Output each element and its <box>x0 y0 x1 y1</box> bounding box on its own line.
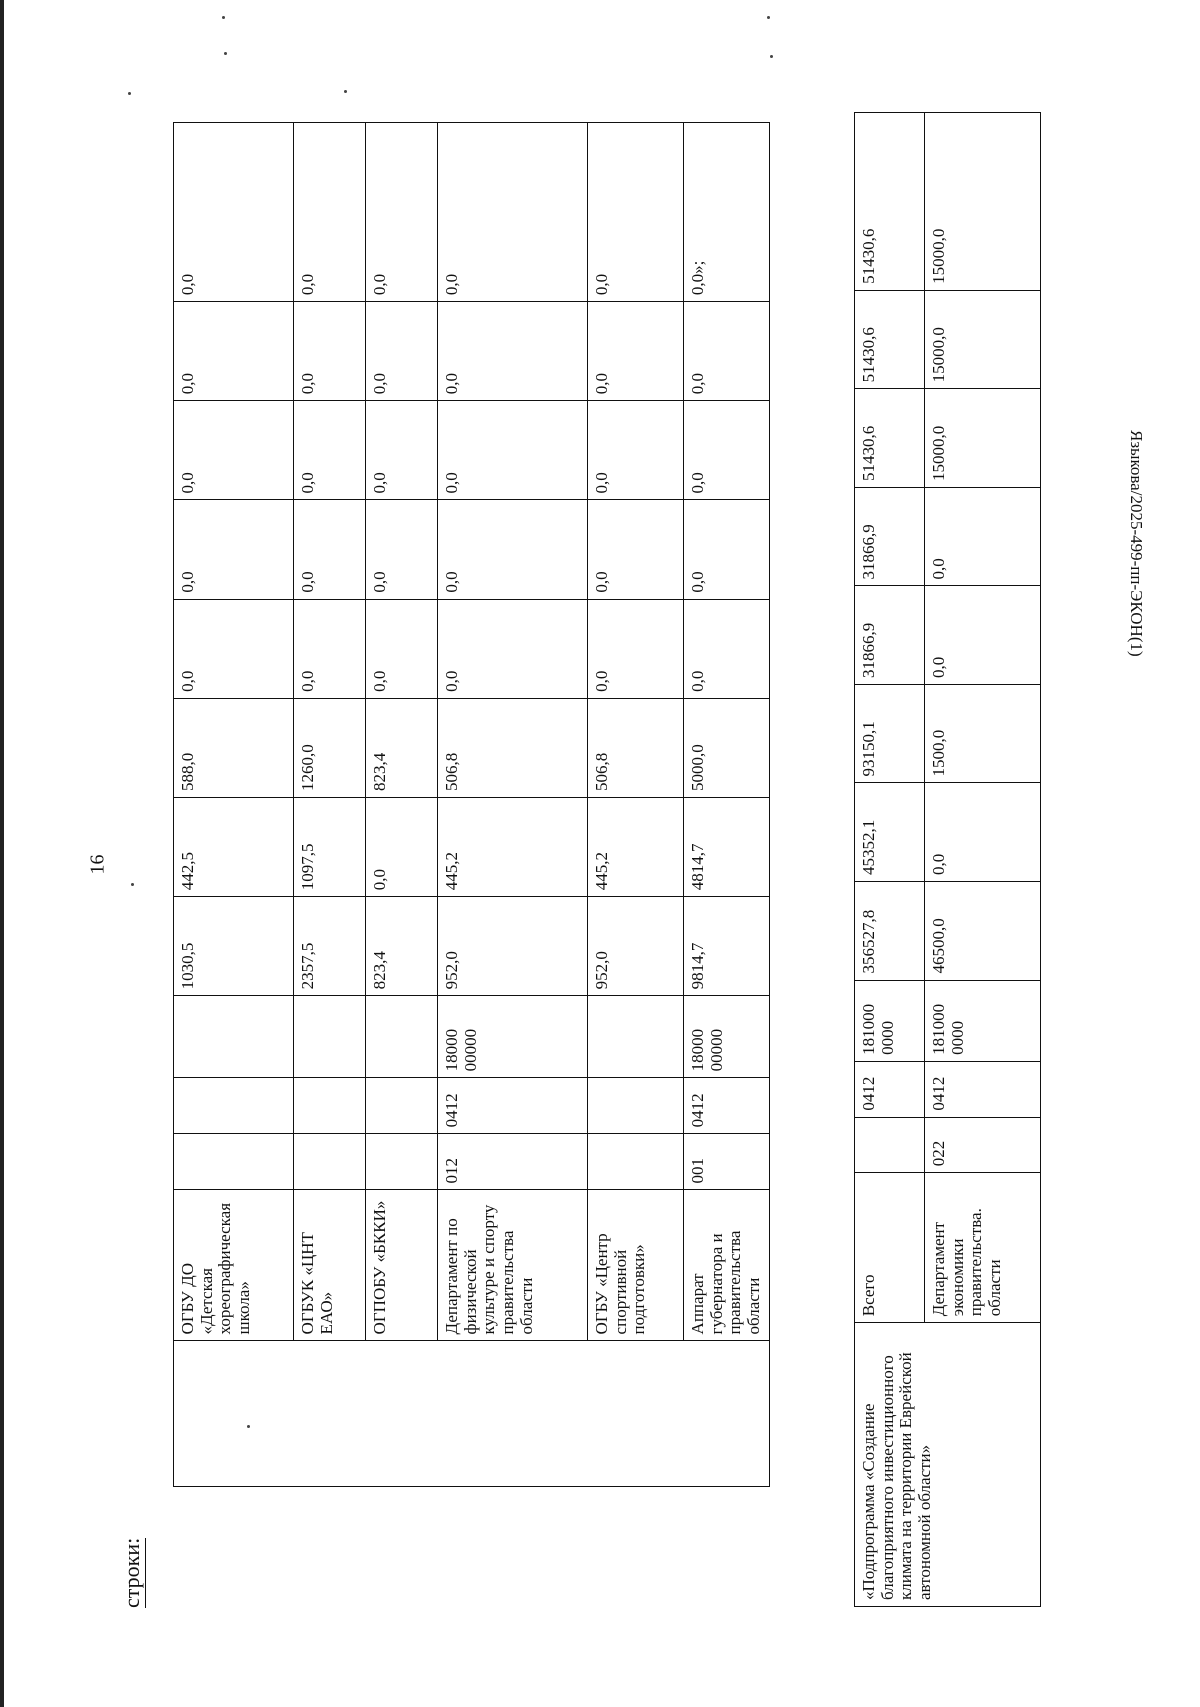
value-cell: 0,0 <box>294 302 366 401</box>
value-cell: 1030,5 <box>174 897 294 996</box>
value-cell: 1097,5 <box>294 798 366 897</box>
cell <box>294 1078 366 1134</box>
cell <box>174 1134 294 1190</box>
value-cell: 15000,0 <box>925 389 1041 488</box>
value-cell: 0,0 <box>366 123 438 302</box>
value-cell: 0,0 <box>588 123 684 302</box>
value-cell: 31866,9 <box>855 487 925 586</box>
row-name: ОГБУ «Центр спортивной подготовки» <box>588 1190 684 1341</box>
value-cell: 15000,0 <box>925 290 1041 389</box>
table-row <box>294 123 366 1487</box>
value-cell: 0,0 <box>174 401 294 500</box>
value-cell: 442,5 <box>174 798 294 897</box>
value-cell: 15000,0 <box>925 113 1041 291</box>
cell <box>366 996 438 1078</box>
value-cell: 0,0 <box>174 599 294 698</box>
cell: 181000 0000 <box>925 980 1041 1061</box>
table-row <box>855 113 925 1607</box>
value-cell: 0,0 <box>588 401 684 500</box>
value-cell: 93150,1 <box>855 684 925 783</box>
value-cell: 5000,0 <box>684 698 770 797</box>
cell: 0412 <box>855 1061 925 1117</box>
value-cell: 0,0 <box>684 599 770 698</box>
cell <box>294 996 366 1078</box>
scan-speck <box>247 1425 250 1428</box>
value-cell: 445,2 <box>588 798 684 897</box>
value-cell: 952,0 <box>588 897 684 996</box>
value-cell: 0,0 <box>438 401 588 500</box>
value-cell: 0,0 <box>438 302 588 401</box>
row-name: ОГБУ ДО «Детская хореографическая школа» <box>174 1190 294 1341</box>
value-cell: 0,0 <box>174 302 294 401</box>
value-cell: 0,0 <box>294 123 366 302</box>
cell <box>588 1134 684 1190</box>
value-cell: 0,0 <box>684 302 770 401</box>
value-cell: 0,0 <box>294 500 366 599</box>
value-cell: 0,0 <box>588 599 684 698</box>
value-cell: 0,0 <box>438 500 588 599</box>
value-cell: 51430,6 <box>855 389 925 488</box>
cell <box>174 996 294 1078</box>
value-cell: 0,0 <box>174 500 294 599</box>
cell: 022 <box>925 1117 1041 1173</box>
value-cell: 0,0 <box>294 599 366 698</box>
value-cell: 823,4 <box>366 698 438 797</box>
cell: 0412 <box>925 1061 1041 1117</box>
value-cell: 31866,9 <box>855 586 925 685</box>
value-cell: 0,0 <box>925 487 1041 586</box>
row-name: ОГБУК «ЦНТ ЕАО» <box>294 1190 366 1341</box>
cell <box>855 1117 925 1173</box>
cell: 18000 00000 <box>684 996 770 1078</box>
value-cell: 823,4 <box>366 897 438 996</box>
page-edge <box>0 0 4 1707</box>
scan-speck <box>770 55 773 58</box>
table-1 <box>173 122 770 1487</box>
empty-cell <box>174 1341 770 1487</box>
value-cell: 506,8 <box>588 698 684 797</box>
value-cell: 506,8 <box>438 698 588 797</box>
cell: 181000 0000 <box>855 980 925 1061</box>
scan-speck <box>224 52 227 55</box>
scan-speck <box>131 883 134 886</box>
cell <box>174 1078 294 1134</box>
cell <box>588 1078 684 1134</box>
value-cell: 1500,0 <box>925 684 1041 783</box>
table-row <box>366 123 438 1487</box>
cell: 0412 <box>684 1078 770 1134</box>
value-cell: 952,0 <box>438 897 588 996</box>
value-cell: 0,0 <box>366 302 438 401</box>
table-row <box>438 123 588 1487</box>
value-cell: 51430,6 <box>855 113 925 291</box>
footer-code: Языкова/2025-499-пп-ЭКОН(1) <box>1127 430 1146 657</box>
value-cell: 46500,0 <box>925 882 1041 981</box>
value-cell: 0,0 <box>925 586 1041 685</box>
value-cell: 445,2 <box>438 798 588 897</box>
scan-speck <box>222 16 225 19</box>
value-cell: 51430,6 <box>855 290 925 389</box>
value-cell: 0,0 <box>684 500 770 599</box>
value-cell: 0,0 <box>366 401 438 500</box>
table-2 <box>854 112 1041 1607</box>
cell <box>366 1134 438 1190</box>
scan-speck <box>344 90 347 93</box>
value-cell: 0,0 <box>438 599 588 698</box>
table-row <box>684 123 770 1487</box>
value-cell: 0,0 <box>366 798 438 897</box>
value-cell: 0,0 <box>684 401 770 500</box>
value-cell: 0,0 <box>438 123 588 302</box>
value-cell: 0,0»; <box>684 123 770 302</box>
value-cell: 0,0 <box>174 123 294 302</box>
value-cell: 356527,8 <box>855 882 925 981</box>
value-cell: 0,0 <box>925 783 1041 882</box>
page-number: 16 <box>86 854 109 875</box>
program-title: «Подпрограмма «Создание благоприятного инвестиционного климата на территории Еврейской автономной области» <box>855 1323 1041 1607</box>
scan-speck <box>128 92 131 95</box>
value-cell: 0,0 <box>294 401 366 500</box>
value-cell: 0,0 <box>588 302 684 401</box>
value-cell: 0,0 <box>366 599 438 698</box>
cell <box>588 996 684 1078</box>
cell: 012 <box>438 1134 588 1190</box>
table-row <box>588 123 684 1487</box>
row-name: Всего <box>855 1173 925 1323</box>
row-name: Департамент экономики правительства. области <box>925 1173 1041 1323</box>
table-row <box>174 123 294 1487</box>
value-cell: 2357,5 <box>294 897 366 996</box>
row-name: Аппарат губернатора и правительства области <box>684 1190 770 1341</box>
scan-speck <box>767 16 770 19</box>
row-name: Департамент по физической культуре и спорту правительства области <box>438 1190 588 1341</box>
cell <box>366 1078 438 1134</box>
value-cell: 0,0 <box>588 500 684 599</box>
row-name: ОГПОБУ «БККИ» <box>366 1190 438 1341</box>
cell: 0412 <box>438 1078 588 1134</box>
value-cell: 9814,7 <box>684 897 770 996</box>
section-label: строки: <box>119 1537 144 1608</box>
table-1-wrapper <box>173 122 763 1487</box>
value-cell: 45352,1 <box>855 783 925 882</box>
cell: 18000 00000 <box>438 996 588 1078</box>
table-2-wrapper <box>854 112 1040 1607</box>
value-cell: 4814,7 <box>684 798 770 897</box>
value-cell: 0,0 <box>366 500 438 599</box>
value-cell: 588,0 <box>174 698 294 797</box>
value-cell: 1260,0 <box>294 698 366 797</box>
cell: 001 <box>684 1134 770 1190</box>
cell <box>294 1134 366 1190</box>
